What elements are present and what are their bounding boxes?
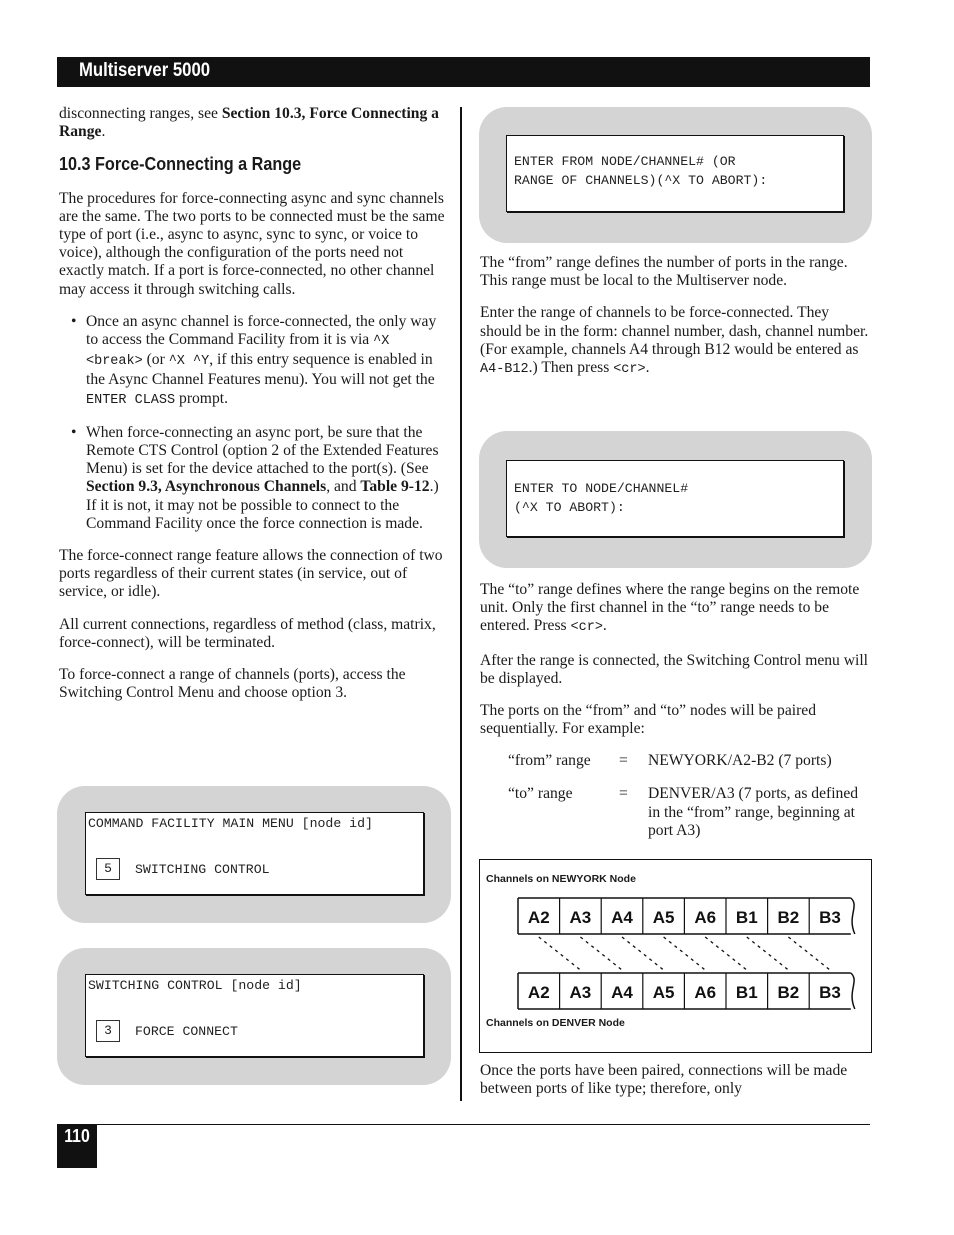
bullet-text: , and	[326, 478, 361, 496]
bullet-remote-cts	[86, 424, 451, 533]
header-bar	[57, 57, 870, 87]
intro-paragraph	[59, 105, 451, 141]
paragraph-paired-ports: Once the ports have been paired, connections will be made between ports of like type; therefore, only	[480, 1062, 848, 1098]
example-equals: =	[619, 752, 628, 770]
denver-channel-a6: A6	[694, 983, 717, 1002]
paragraph-range-feature: The force-connect range feature allows the connection of two ports regardless of their current states (in service, out of service, or idle).	[59, 547, 443, 601]
denver-channel-a3: A3	[569, 983, 592, 1002]
bullet-list	[59, 313, 451, 533]
para-text: .	[602, 617, 607, 635]
pairing-line	[580, 937, 622, 970]
manual-title: Multiserver 5000	[79, 60, 211, 81]
right-block-2	[480, 581, 872, 845]
terminal-panel-from	[479, 107, 872, 243]
code-cr: <cr>	[570, 620, 603, 636]
pairing-line	[788, 937, 830, 970]
footer-rule	[97, 1124, 870, 1125]
table-9-12-link[interactable]: Table 9-12	[360, 478, 430, 496]
example-from-label: “from” range	[508, 752, 591, 770]
bullet-text: When force-connecting an async port, be sure that the Remote CTS Control (option 2 of the Extended Features Menu) is set for the device attached to the port(s). (See	[86, 423, 439, 478]
bullet-text: Once an async channel is force-connected, the only way to access the Command Facility from it is via	[86, 312, 437, 349]
bullet-text: , if this entry sequence is enabled in the Async Channel Features menu). You will not get the	[86, 351, 435, 389]
prompt-line-2[interactable]: RANGE OF CHANNELS)(^X TO ABORT):	[514, 173, 768, 188]
pairing-line	[664, 937, 706, 970]
bullet-text: prompt.	[175, 389, 228, 407]
terminal-panel-main-menu	[57, 786, 451, 923]
code-enter-class: ENTER CLASS	[86, 392, 176, 408]
screen-title: SWITCHING CONTROL [node id]	[88, 978, 302, 993]
denver-channel-b2: B2	[777, 983, 800, 1002]
pairing-line	[539, 937, 581, 970]
para-text: Enter the range of channels to be force-connected. They should be in the form: channel number, dash, channel number. (For example, channels A4 through B12 would be entered as	[480, 304, 869, 358]
paragraph-access-menu: To force-connect a range of channels (ports), access the Switching Control Menu and choose option 3.	[59, 666, 406, 702]
newyork-channel-a5: A5	[652, 908, 675, 927]
terminal-panel-to	[479, 431, 872, 568]
page-number-box	[57, 1124, 97, 1168]
denver-channel-a4: A4	[611, 983, 633, 1002]
newyork-channel-a2: A2	[527, 908, 550, 927]
example-to-row	[480, 785, 872, 845]
para-text: .	[645, 359, 650, 377]
example-equals: =	[619, 785, 628, 803]
intro-end: .	[101, 123, 106, 141]
example-from-value: NEWYORK/A2-B2 (7 ports)	[648, 752, 832, 770]
screen-enter-from	[506, 135, 844, 212]
left-column	[59, 105, 451, 716]
newyork-channel-a4: A4	[611, 908, 633, 927]
bullet-text: .) If it is not, it may not be possible to connect to the Command Facility once the force connection is made.	[86, 478, 439, 532]
denver-channel-a5: A5	[652, 983, 675, 1002]
bullet-async-access	[86, 313, 451, 410]
denver-channel-a2: A2	[527, 983, 550, 1002]
newyork-row-open-end	[851, 898, 855, 934]
prompt-line-1: ENTER TO NODE/CHANNEL#	[514, 481, 689, 496]
newyork-channel-b2: B2	[777, 908, 800, 927]
paragraph-after-connected: After the range is connected, the Switching Control menu will be displayed.	[480, 651, 869, 687]
pairing-line	[705, 937, 747, 970]
example-to-value: DENVER/A3 (7 ports, as defined in the “from” range, beginning at port A3)	[648, 785, 859, 839]
pairing-line	[747, 937, 789, 970]
para-text: .) Then press	[528, 359, 614, 377]
channel-pairing-diagram	[479, 859, 872, 1053]
code-cr: <cr>	[613, 362, 646, 378]
paragraph-paired: The ports on the “from” and “to” nodes will be paired sequentially. For example:	[480, 702, 817, 738]
example-to-label: “to” range	[508, 785, 573, 803]
menu-option-switching-control[interactable]: SWITCHING CONTROL	[135, 862, 270, 877]
paragraph-to-range	[480, 581, 872, 638]
terminal-panel-switching	[57, 948, 451, 1085]
right-block-1	[480, 254, 872, 393]
intro-section-link[interactable]: Section 10.3, Force Connecting a Range	[59, 105, 439, 141]
paragraph-enter-range	[480, 304, 872, 379]
intro-text: disconnecting ranges, see	[59, 105, 222, 122]
denver-channel-b3: B3	[819, 983, 841, 1002]
option-number-box[interactable]: 3	[96, 1020, 120, 1042]
denver-channel-b1: B1	[735, 983, 758, 1002]
screen-enter-to	[506, 460, 844, 537]
para-text: The “to” range defines where the range begins on the remote unit. Only the first channel in the “to” range needs to be entered. Press	[480, 581, 860, 635]
code-break: ^X <break>	[86, 334, 390, 370]
example-from-row	[480, 752, 872, 785]
page-number: 110	[64, 1126, 90, 1146]
newyork-channel-a3: A3	[569, 908, 592, 927]
paragraph-from-range: The “from” range defines the number of ports in the range. This range must be local to the Multiserver node.	[480, 254, 848, 290]
paragraph-procedures: The procedures for force-connecting async and sync channels are the same. The two ports to be connected must be the same type of port (i.e., async to async, sync to sync, or voice to voice), although the configuration of the ports need not exactly match. If a port is force-connected, no other channel may access it through switching calls.	[59, 189, 445, 298]
menu-option-force-connect[interactable]: FORCE CONNECT	[135, 1024, 238, 1039]
bullet-text: (or	[142, 351, 169, 369]
screen-title: COMMAND FACILITY MAIN MENU [node id]	[88, 816, 373, 831]
caption-newyork: Channels on NEWYORK Node	[486, 873, 636, 885]
code-ctrl-y: ^X ^Y	[168, 354, 210, 370]
newyork-channel-b1: B1	[735, 908, 758, 927]
caption-denver: Channels on DENVER Node	[486, 1017, 625, 1029]
section-9-3-link[interactable]: Section 9.3, Asynchronous Channels	[86, 478, 327, 496]
paragraph-terminated: All current connections, regardless of method (class, matrix, force-connect), will be terminated.	[59, 615, 436, 651]
column-divider	[460, 107, 462, 1101]
section-heading: 10.3 Force-Connecting a Range	[59, 154, 302, 175]
denver-row-open-end	[851, 973, 855, 1009]
newyork-channel-a6: A6	[694, 908, 717, 927]
prompt-line-2[interactable]: (^X TO ABORT):	[514, 500, 625, 515]
screen-main-menu	[85, 812, 424, 895]
pairing-line	[622, 937, 664, 970]
code-range-example: A4-B12	[480, 362, 529, 378]
prompt-line-1: ENTER FROM NODE/CHANNEL# (OR	[514, 154, 736, 169]
right-block-3	[480, 1062, 872, 1112]
newyork-channel-b3: B3	[819, 908, 841, 927]
screen-switching-control	[85, 974, 424, 1057]
option-number-box[interactable]: 5	[96, 858, 120, 880]
